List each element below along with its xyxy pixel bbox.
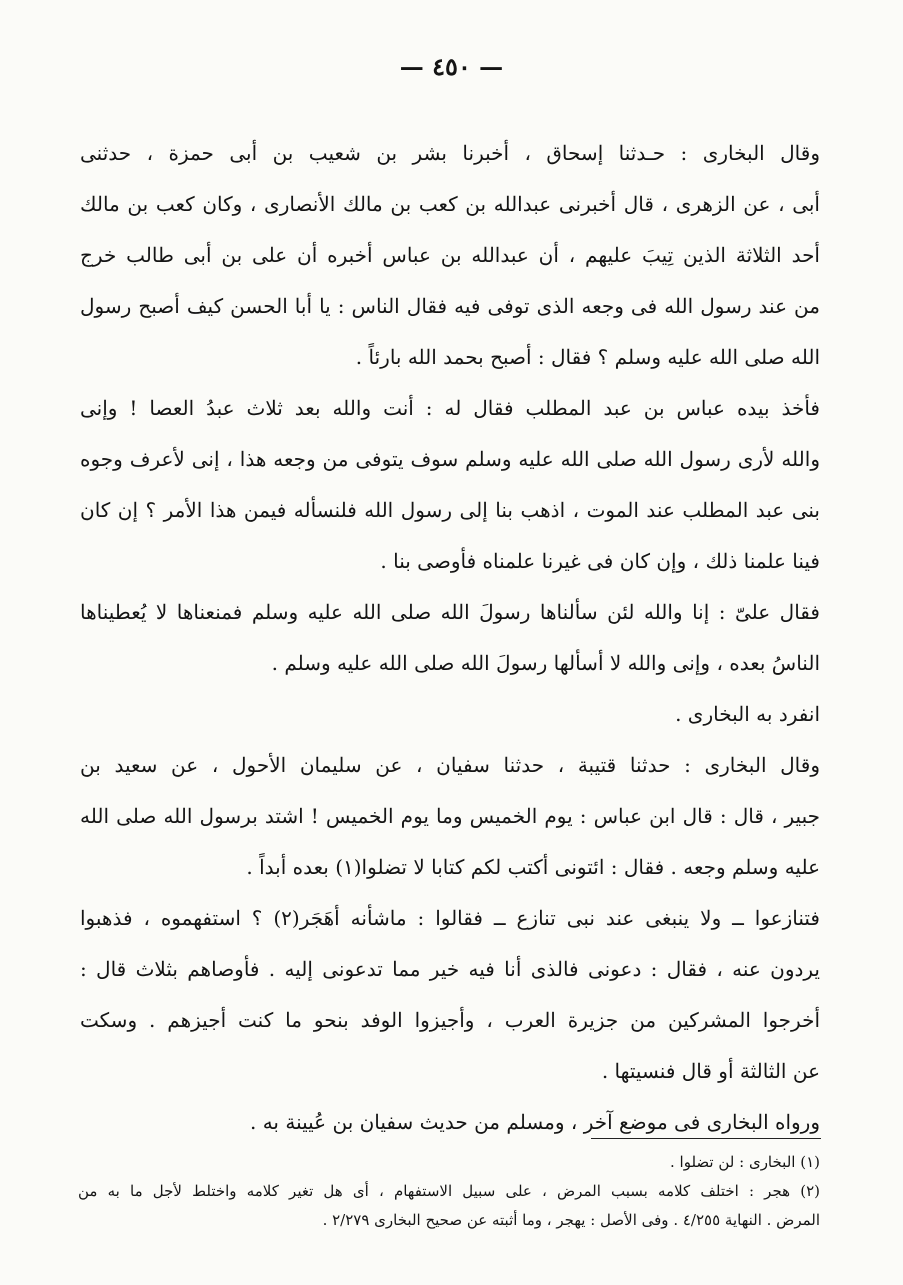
text-line: فقال علىّ : إنا والله لئن سألناها رسولَ الله صلى الله عليه وسلم فمنعناها لا يُعطيناها (80, 600, 820, 624)
text-line: وقال البخارى : حدثنا قتيبة ، حدثنا سفيان ، عن سليمان الأحول ، عن سعيد بن (80, 753, 820, 777)
paragraph-3 (80, 587, 820, 689)
text-line: يردون عنه ، فقال : دعونى فالذى أنا فيه خير مما تدعونى إليه . فأوصاهم بثلاث قال : (80, 957, 820, 981)
text-line: أخرجوا المشركين من جزيرة العرب ، وأجيزوا الوفد بنحو ما كنت أجيزهم . وسكت (80, 1008, 820, 1032)
text-line: والله لأرى رسول الله صلى الله عليه وسلم سوف يتوفى من وجعه هذا ، إنى لأعرف وجوه (80, 447, 820, 471)
footnote-2: (٢) هجر : اختلف كلامه بسبب المرض ، على سبيل الاستفهام ، أى هل تغير كلامه واختلط لأجل ما به من (78, 1182, 820, 1200)
text-line: بنى عبد المطلب عند الموت ، اذهب بنا إلى رسول الله فلنسأله فيمن هذا الأمر ؟ إن كان (80, 498, 820, 522)
text-line: من عند رسول الله فى وجعه الذى توفى فيه فقال الناس : يا أبا الحسن كيف أصبح رسول (80, 294, 820, 318)
text-line: الله صلى الله عليه وسلم ؟ فقال : أصبح بحمد الله بارئاً . (355, 345, 820, 369)
footnote-2-continued: المرض . النهاية ٤/٢٥٥ . وفى الأصل : يهجر ، وما أثبته عن صحيح البخارى ٢/٢٧٩ . (322, 1211, 820, 1229)
text-line: انفرد به البخارى . (675, 702, 820, 726)
footnote-1: (١) البخارى : لن تضلوا . (670, 1153, 820, 1171)
footnotes (78, 1148, 820, 1235)
text-line: فأخذ بيده عباس بن عبد المطلب فقال له : أنت والله بعد ثلاث عبدُ العصا ! وإنى (80, 396, 820, 420)
paragraph-5 (80, 740, 820, 893)
text-line: وقال البخارى : حـدثنا إسحاق ، أخبرنا بشر بن شعيب بن أبى حمزة ، حدثنى (80, 141, 820, 165)
main-text (80, 128, 820, 1148)
footnote-divider (591, 1138, 821, 1139)
paragraph-7 (80, 1097, 820, 1148)
text-line: ورواه البخارى فى موضع آخر ، ومسلم من حديث سفيان بن عُيينة به . (249, 1110, 820, 1134)
text-line: جبير ، قال : قال ابن عباس : يوم الخميس وما يوم الخميس ! اشتد برسول الله صلى الله (80, 804, 820, 828)
text-line: فينا علمنا ذلك ، وإن كان فى غيرنا علمناه فأوصى بنا . (380, 549, 820, 573)
text-line: فتنازعوا ــ ولا ينبغى عند نبى تنازع ــ فقالوا : ماشأنه أهَجَر(٢) ؟ استفهموه ، فذهبوا (80, 906, 820, 930)
paragraph-2 (80, 383, 820, 587)
paragraph-6 (80, 893, 820, 1097)
text-line: عليه وسلم وجعه . فقال : ائتونى أكتب لكم كتابا لا تضلوا(١) بعده أبداً . (246, 855, 820, 879)
page-number: — ٤٥٠ — (399, 52, 504, 81)
paragraph-1 (80, 128, 820, 383)
text-line: الناسُ بعده ، وإنى والله لا أسألها رسولَ الله صلى الله عليه وسلم . (271, 651, 820, 675)
text-line: أبى ، عن الزهرى ، قال أخبرنى عبدالله بن كعب بن مالك الأنصارى ، وكان كعب بن مالك (80, 192, 820, 216)
text-line: عن الثالثة أو قال فنسيتها . (601, 1059, 820, 1083)
text-line: أحد الثلاثة الذين تِيبَ عليهم ، أن عبدالله بن عباس أخبره أن على بن أبى طالب خرج (80, 243, 820, 267)
paragraph-4 (80, 689, 820, 740)
